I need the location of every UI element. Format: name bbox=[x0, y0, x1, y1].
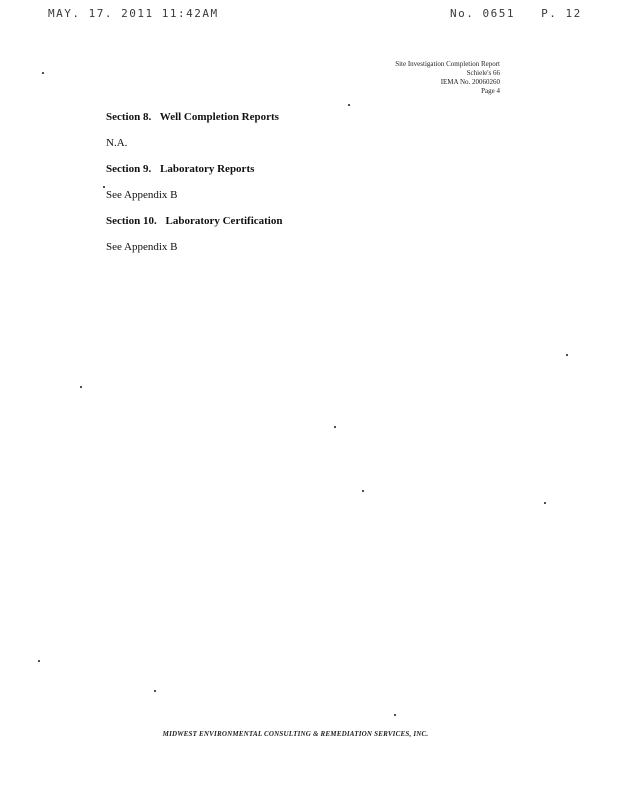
scan-speck bbox=[103, 186, 105, 188]
fax-transmission-header bbox=[0, 7, 619, 21]
iema-number: IEMA No. 20060260 bbox=[440, 78, 500, 86]
scan-speck bbox=[394, 714, 396, 716]
section-10-title: Laboratory Certification bbox=[165, 215, 283, 227]
scan-speck bbox=[38, 660, 40, 662]
fax-number: No. 0651 bbox=[450, 7, 515, 20]
section-8-body: N.A. bbox=[106, 137, 128, 149]
section-8-heading bbox=[106, 110, 506, 124]
scan-speck bbox=[154, 690, 156, 692]
scan-speck bbox=[348, 104, 350, 106]
section-8-number: Section 8. bbox=[106, 111, 152, 123]
company-name: MIDWEST ENVIRONMENTAL CONSULTING & REMEDIATION SERVICES, INC. bbox=[162, 730, 429, 738]
report-title: Site Investigation Completion Report bbox=[395, 60, 500, 68]
section-9-heading bbox=[106, 162, 506, 176]
section-9-title: Laboratory Reports bbox=[159, 163, 255, 175]
fax-date-time: MAY. 17. 2011 11:42AM bbox=[48, 7, 219, 20]
section-10-heading bbox=[106, 214, 506, 228]
scan-speck bbox=[566, 354, 568, 356]
fax-number-page bbox=[450, 7, 582, 20]
scan-speck bbox=[42, 72, 44, 74]
scan-speck bbox=[544, 502, 546, 504]
page-number: Page 4 bbox=[481, 87, 500, 95]
section-9-body: See Appendix B bbox=[106, 189, 178, 201]
document-body bbox=[106, 110, 506, 254]
section-9-number: Section 9. bbox=[106, 163, 152, 175]
section-8-title: Well Completion Reports bbox=[159, 111, 279, 123]
company-footer bbox=[0, 730, 619, 738]
site-name: Schiele's 66 bbox=[466, 69, 500, 77]
section-10-number: Section 10. bbox=[106, 215, 157, 227]
scan-speck bbox=[80, 386, 82, 388]
section-10-body: See Appendix B bbox=[106, 241, 178, 253]
fax-page-number: P. 12 bbox=[541, 7, 582, 20]
document-header bbox=[395, 60, 500, 96]
scan-speck bbox=[334, 426, 336, 428]
scan-speck bbox=[362, 490, 364, 492]
